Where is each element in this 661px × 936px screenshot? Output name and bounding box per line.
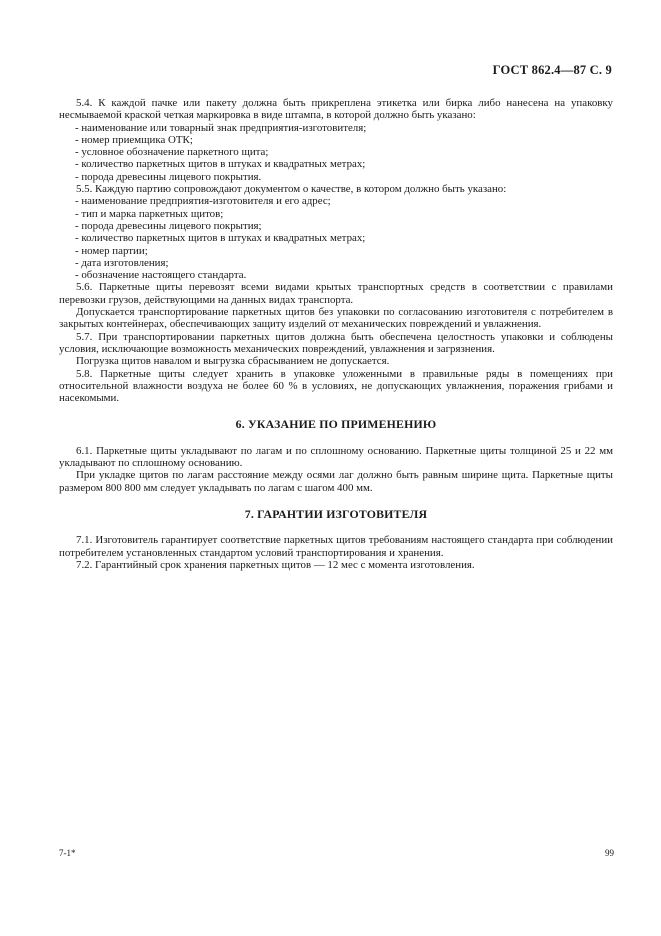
- page-number: 99: [605, 848, 614, 858]
- paragraph: 7.2. Гарантийный срок хранения паркетных щитов — 12 мес с момента изготовления.: [76, 558, 475, 571]
- document-body: [59, 97, 613, 571]
- paragraph: 5.8. Паркетные щиты следует хранить в упаковке уложенными в правильные ряды в помещениях при относительной влажности воздуха не более 60 % в условиях, не допускающих увлажнения, поражения грибами и насекомыми.: [59, 367, 613, 405]
- section-5-packaging: [59, 97, 613, 404]
- list-item: - количество паркетных щитов в штуках и квадратных метрах;: [75, 232, 366, 245]
- list-item: - условное обозначение паркетного щита;: [75, 146, 269, 159]
- list-item: - тип и марка паркетных щитов;: [75, 207, 224, 220]
- paragraph: 5.6. Паркетные щиты перевозят всеми видами крытых транспортных средств в соответствии с правилами перевозки грузов, действующими на данных видах транспорта.: [59, 281, 613, 306]
- paragraph: При укладке щитов по лагам расстояние между осями лаг должно быть равным ширине щита. Паркетные щиты размером 800 800 мм следует укладывать по лагам с шагом 400 мм.: [59, 469, 613, 494]
- list-item: - дата изготовления;: [75, 256, 169, 269]
- section-7-body: [59, 534, 613, 571]
- list-item: - наименование предприятия-изготовителя и его адрес;: [75, 195, 331, 208]
- list-item: - порода древесины лицевого покрытия.: [75, 170, 262, 183]
- paragraph: Погрузка щитов навалом и выгрузка сбрасыванием не допускается.: [76, 355, 390, 368]
- list-item: - порода древесины лицевого покрытия;: [75, 219, 262, 232]
- list-item: - номер приемщика ОТК;: [75, 133, 193, 146]
- footer-sheet-mark: 7-1*: [59, 848, 76, 858]
- page-header-title: ГОСТ 862.4—87 С. 9: [492, 63, 612, 77]
- list-item: - обозначение настоящего стандарта.: [75, 269, 247, 282]
- list-item: - номер партии;: [75, 244, 148, 257]
- list-item: - количество паркетных щитов в штуках и квадратных метрах;: [75, 158, 366, 171]
- list-item: - наименование или товарный знак предприятия-изготовителя;: [75, 121, 367, 134]
- paragraph: 5.4. К каждой пачке или пакету должна быть прикреплена этикетка или бирка либо нанесена на упаковку несмываемой краской четкая маркировка в виде штампа, в которой должно быть указано:: [59, 97, 613, 122]
- paragraph: 6.1. Паркетные щиты укладывают по лагам и по сплошному основанию. Паркетные щиты толщиной 25 и 22 мм укладывают по сплошному основанию.: [59, 444, 613, 470]
- paragraph: 5.5. Каждую партию сопровождают документом о качестве, в котором должно быть указано:: [76, 183, 507, 196]
- section-6-body: [59, 445, 613, 494]
- section-7-title: 7. ГАРАНТИИ ИЗГОТОВИТЕЛЯ: [244, 506, 428, 521]
- paragraph: 7.1. Изготовитель гарантирует соответствие паркетных щитов требованиям настоящего стандарта при соблюдении потребителем установленных стандартом условий транспортирования и хранения.: [59, 534, 613, 559]
- paragraph: Допускается транспортирование паркетных щитов без упаковки по согласованию изготовителя с потребителем в закрытых контейнерах, обеспечивающих защиту изделий от механических повреждений и увлажнения.: [59, 306, 613, 331]
- paragraph: 5.7. При транспортировании паркетных щитов должна быть обеспечена целостность упаковки и соблюдены условия, исключающие возможность механических повреждений, увлажнения и загрязнения.: [59, 330, 613, 355]
- section-6-title: 6. УКАЗАНИЕ ПО ПРИМЕНЕНИЮ: [235, 417, 437, 432]
